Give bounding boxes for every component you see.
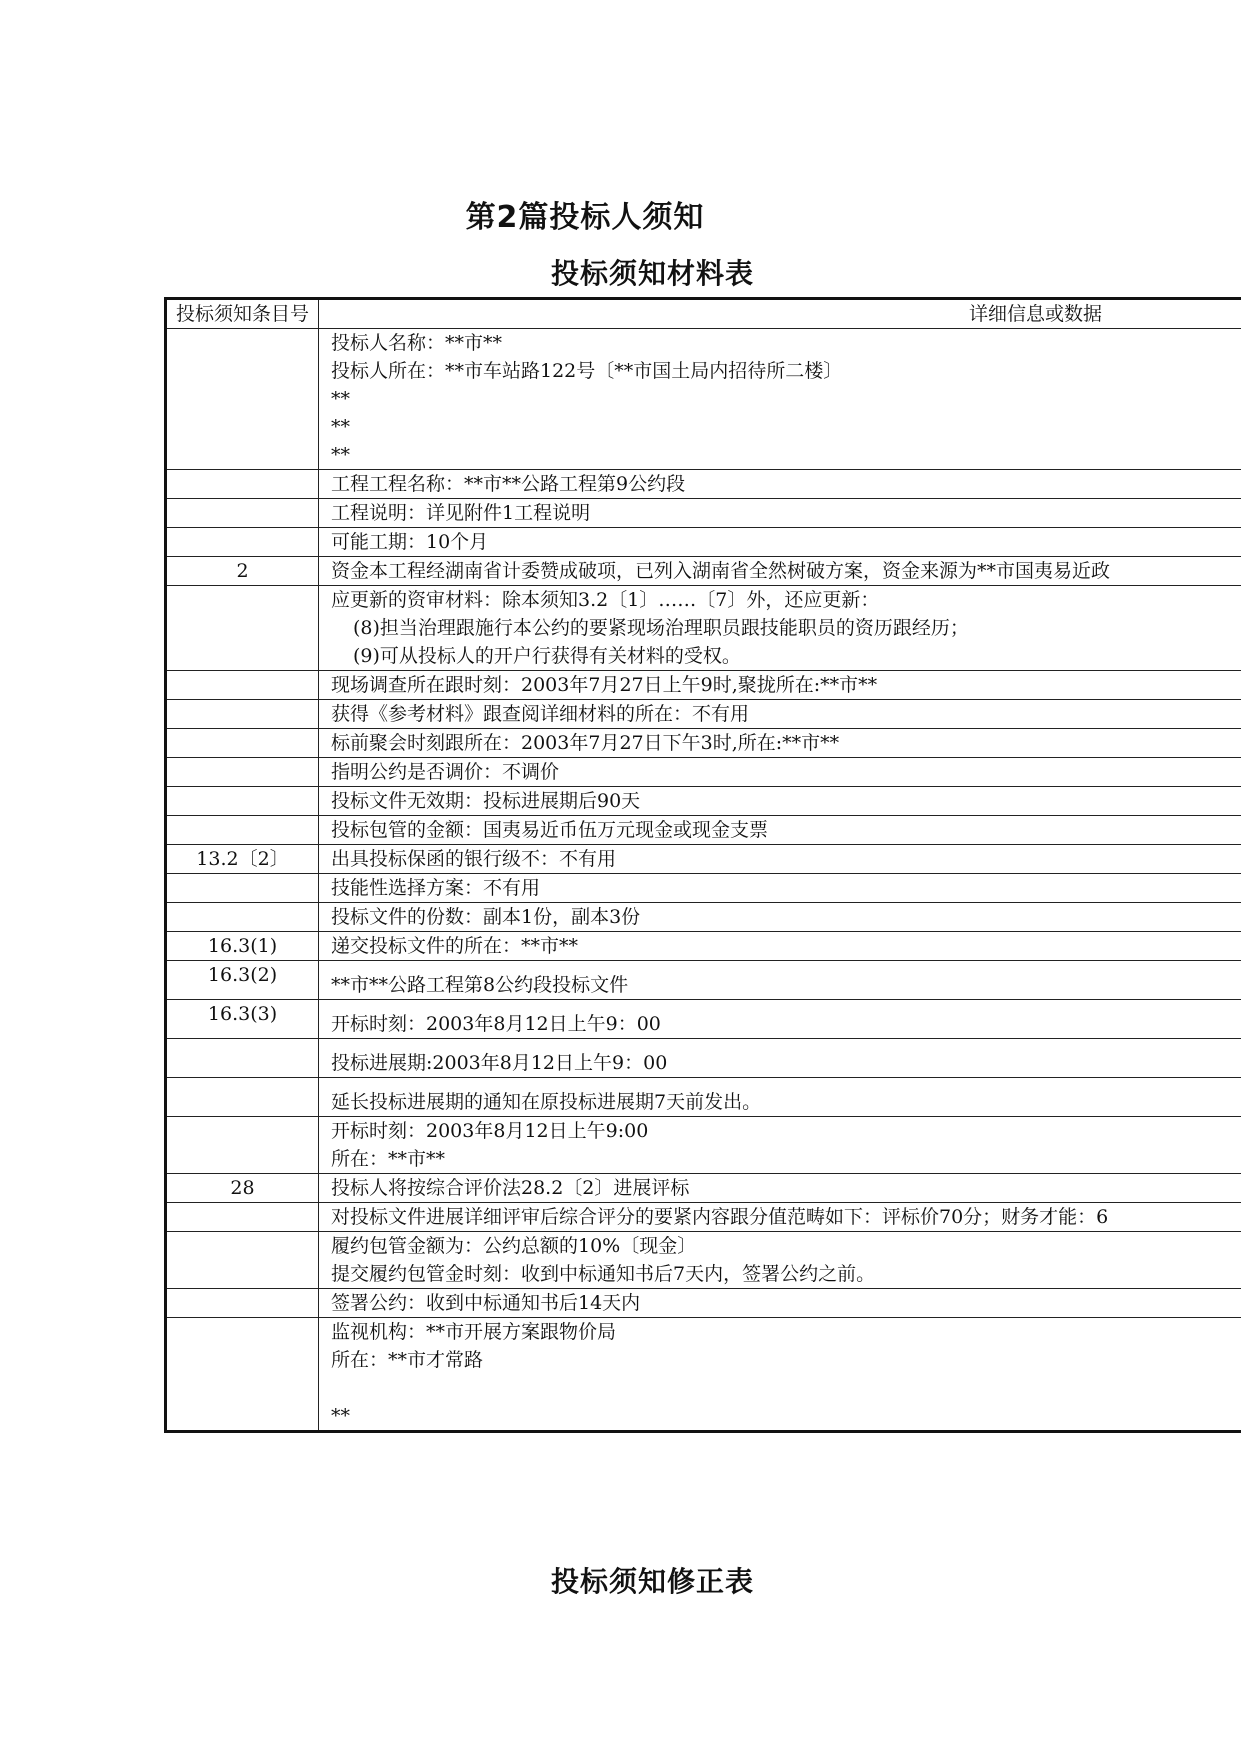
item-number-cell xyxy=(166,671,319,700)
document-title: 第2篇投标人须知 xyxy=(465,200,705,235)
item-number-cell: 13.2〔2〕 xyxy=(166,845,319,874)
table-row xyxy=(166,903,1241,932)
table-row xyxy=(166,816,1241,845)
detail-line: 投标人所在：**市车站路122号〔**市国土局内招待所二楼〕 xyxy=(331,360,843,382)
detail-line: 签署公约：收到中标通知书后14天内 xyxy=(331,1292,641,1314)
item-number-cell xyxy=(166,586,319,671)
detail-line xyxy=(331,1374,1241,1402)
detail-line: ** xyxy=(331,388,350,410)
table-row xyxy=(166,528,1241,557)
detail-line: ** xyxy=(331,444,350,466)
details-cell xyxy=(319,758,1241,787)
bid-info-table xyxy=(164,297,1241,1433)
table-row xyxy=(166,470,1241,499)
table-row xyxy=(166,1203,1241,1232)
item-number-cell xyxy=(166,1289,319,1318)
item-number-cell: 16.3(3) xyxy=(166,1000,319,1039)
table-row xyxy=(166,1078,1241,1117)
item-number-cell xyxy=(166,758,319,787)
details-cell xyxy=(319,816,1241,845)
detail-line: 获得《参考材料》跟查阅详细材料的所在：不有用 xyxy=(331,703,750,725)
table-title: 投标须知材料表 xyxy=(550,257,754,290)
item-number-cell xyxy=(166,874,319,903)
item-number-cell xyxy=(166,470,319,499)
table-header-row xyxy=(166,299,1241,329)
table-row xyxy=(166,1174,1241,1203)
details-cell xyxy=(319,499,1241,528)
details-cell xyxy=(319,1117,1241,1174)
details-cell xyxy=(319,586,1241,671)
item-number-cell xyxy=(166,528,319,557)
detail-line: 投标进展期:2003年8月12日上午9：00 xyxy=(331,1052,668,1074)
detail-line: 工程工程名称：**市**公路工程第9公约段 xyxy=(331,473,686,495)
details-cell xyxy=(319,1000,1241,1039)
details-cell xyxy=(319,961,1241,1000)
detail-line: (8)担当治理跟施行本公约的要紧现场治理职员跟技能职员的资历跟经历； xyxy=(353,617,969,639)
details-cell xyxy=(319,1289,1241,1318)
details-cell xyxy=(319,874,1241,903)
details-cell xyxy=(319,700,1241,729)
table-row xyxy=(166,932,1241,961)
header-details: 详细信息或数据 xyxy=(319,299,1241,329)
detail-line: 出具投标保函的银行级不：不有用 xyxy=(331,848,617,870)
detail-line: 所在：**市** xyxy=(331,1148,446,1170)
table-row xyxy=(166,1232,1241,1289)
detail-line: 标前聚会时刻跟所在：2003年7月27日下午3时,所在:**市** xyxy=(331,732,840,754)
item-number-cell xyxy=(166,816,319,845)
item-number-cell: 16.3(1) xyxy=(166,932,319,961)
amendment-title: 投标须知修正表 xyxy=(550,1565,754,1598)
detail-line: **市**公路工程第8公约段投标文件 xyxy=(331,974,629,996)
item-number-cell xyxy=(166,1117,319,1174)
detail-line: 开标时刻：2003年8月12日上午9：00 xyxy=(331,1013,661,1035)
detail-line: 可能工期：10个月 xyxy=(331,531,489,553)
detail-line: 延长投标进展期的通知在原投标进展期7天前发出。 xyxy=(331,1091,762,1113)
details-cell xyxy=(319,1203,1241,1232)
details-cell xyxy=(319,903,1241,932)
item-number-cell xyxy=(166,787,319,816)
table-row xyxy=(166,874,1241,903)
detail-line: 履约包管金额为：公约总额的10%〔现金〕 xyxy=(331,1235,697,1257)
table-row xyxy=(166,1117,1241,1174)
detail-line: 监视机构：**市开展方案跟物价局 xyxy=(331,1321,617,1343)
detail-line: 递交投标文件的所在：**市** xyxy=(331,935,579,957)
detail-line: 工程说明：详见附件1工程说明 xyxy=(331,502,591,524)
detail-line: 现场调查所在跟时刻：2003年7月27日上午9时,聚拢所在:**市** xyxy=(331,674,878,696)
table-row xyxy=(166,499,1241,528)
details-cell xyxy=(319,729,1241,758)
item-number-cell xyxy=(166,1078,319,1117)
item-number-cell: 28 xyxy=(166,1174,319,1203)
item-number-cell: 16.3(2) xyxy=(166,961,319,1000)
bid-info-table-container xyxy=(164,297,1241,1433)
details-cell xyxy=(319,557,1241,586)
item-number-cell xyxy=(166,1232,319,1289)
table-row xyxy=(166,961,1241,1000)
details-cell xyxy=(319,845,1241,874)
item-number-cell xyxy=(166,329,319,470)
detail-line: (9)可从投标人的开户行获得有关材料的受权。 xyxy=(353,645,741,667)
table-row xyxy=(166,329,1241,470)
table-row xyxy=(166,1000,1241,1039)
table-row xyxy=(166,1289,1241,1318)
item-number-cell: 2 xyxy=(166,557,319,586)
details-cell xyxy=(319,671,1241,700)
details-cell xyxy=(319,329,1241,470)
item-number-cell xyxy=(166,1039,319,1078)
detail-line: 投标文件无效期：投标进展期后90天 xyxy=(331,790,641,812)
item-number-cell xyxy=(166,499,319,528)
detail-line: 投标人名称：**市** xyxy=(331,332,503,354)
detail-line: 投标文件的份数：副本1份，副本3份 xyxy=(331,906,641,928)
item-number-cell xyxy=(166,729,319,758)
detail-line: 应更新的资审材料：除本须知3.2〔1〕……〔7〕外，还应更新： xyxy=(331,589,880,611)
details-cell xyxy=(319,1318,1241,1432)
details-cell xyxy=(319,932,1241,961)
table-row xyxy=(166,845,1241,874)
detail-line: 开标时刻：2003年8月12日上午9:00 xyxy=(331,1120,649,1142)
details-cell xyxy=(319,1174,1241,1203)
item-number-cell xyxy=(166,700,319,729)
detail-line: 资金本工程经湖南省计委赞成破项，已列入湖南省全然树破方案，资金来源为**市国夷易近政 xyxy=(331,560,1111,582)
table-row xyxy=(166,729,1241,758)
details-cell xyxy=(319,1232,1241,1289)
item-number-cell xyxy=(166,1203,319,1232)
table-row xyxy=(166,671,1241,700)
item-number-cell xyxy=(166,903,319,932)
table-row xyxy=(166,557,1241,586)
details-cell xyxy=(319,1039,1241,1078)
table-row xyxy=(166,700,1241,729)
details-cell xyxy=(319,470,1241,499)
details-cell xyxy=(319,1078,1241,1117)
detail-line: 对投标文件进展详细评审后综合评分的要紧内容跟分值范畴如下：评标价70分；财务才能：6 xyxy=(331,1206,1109,1228)
detail-line: 指明公约是否调价：不调价 xyxy=(331,761,560,783)
table-row xyxy=(166,758,1241,787)
details-cell xyxy=(319,528,1241,557)
detail-line: ** xyxy=(331,416,350,438)
details-cell xyxy=(319,787,1241,816)
table-row xyxy=(166,586,1241,671)
detail-line: ** xyxy=(331,1405,350,1427)
detail-line: 提交履约包管金时刻：收到中标通知书后7天内，签署公约之前。 xyxy=(331,1263,876,1285)
table-row xyxy=(166,787,1241,816)
header-item-number: 投标须知条目号 xyxy=(166,299,319,329)
detail-line: 所在：**市才常路 xyxy=(331,1349,484,1371)
table-row xyxy=(166,1039,1241,1078)
detail-line: 投标包管的金额：国夷易近币伍万元现金或现金支票 xyxy=(331,819,769,841)
item-number-cell xyxy=(166,1318,319,1432)
table-row xyxy=(166,1318,1241,1432)
detail-line: 技能性选择方案：不有用 xyxy=(331,877,541,899)
detail-line: 投标人将按综合评价法28.2〔2〕进展评标 xyxy=(331,1177,690,1199)
